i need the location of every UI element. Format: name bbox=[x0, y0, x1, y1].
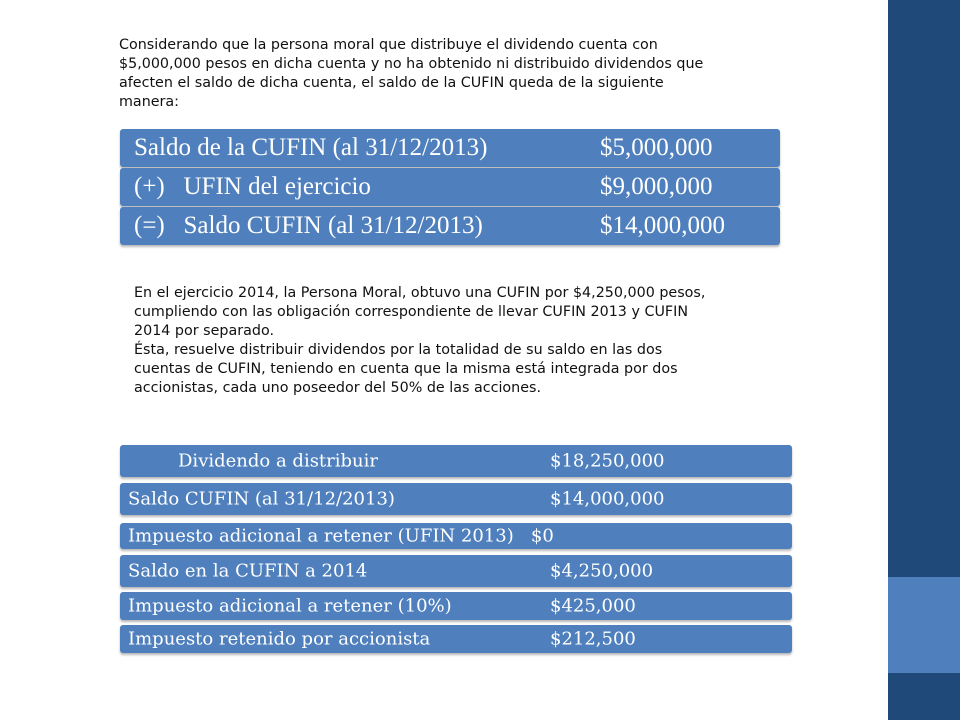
intro-line: manera: bbox=[119, 94, 180, 110]
ejercicio-2014-paragraph bbox=[134, 284, 705, 398]
dividend-row-impuesto-10 bbox=[120, 592, 792, 620]
paragraph-line: cuentas de CUFIN, teniendo en cuenta que la misma está integrada por dos bbox=[134, 361, 678, 377]
intro-line: Considerando que la persona moral que distribuye el dividendo cuenta con bbox=[119, 37, 658, 53]
cufin-row-value: $14,000,000 bbox=[600, 212, 725, 239]
intro-paragraph bbox=[119, 36, 703, 112]
cufin-row-saldo-inicial bbox=[120, 129, 780, 167]
intro-line: $5,000,000 pesos en dicha cuenta y no ha obtenido ni distribuido dividendos que bbox=[119, 56, 704, 72]
dividend-row-value: $4,250,000 bbox=[550, 560, 654, 582]
intro-line: afecten el saldo de dicha cuenta, el saldo de la CUFIN queda de la siguiente bbox=[119, 75, 664, 91]
dividend-row-label: Saldo CUFIN (al 31/12/2013) bbox=[128, 488, 395, 510]
dividend-row-label: Impuesto adicional a retener (UFIN 2013) $0 bbox=[128, 525, 554, 547]
dividend-row-dividendo bbox=[120, 445, 792, 477]
cufin-row-label: (=) Saldo CUFIN (al 31/12/2013) bbox=[134, 212, 483, 239]
cufin-row-ufin bbox=[120, 168, 780, 206]
dividend-row-saldo-2014 bbox=[120, 555, 792, 587]
dividend-row-value: $18,250,000 bbox=[550, 450, 665, 472]
dividend-row-label: Dividendo a distribuir bbox=[178, 450, 379, 472]
cufin-row-saldo-final bbox=[120, 207, 780, 245]
dividend-row-value: $212,500 bbox=[550, 628, 636, 650]
dividend-row-impuesto-accionista bbox=[120, 625, 792, 653]
dividend-row-value: $14,000,000 bbox=[550, 488, 665, 510]
dividend-row-label: Impuesto adicional a retener (10%) bbox=[128, 595, 452, 617]
paragraph-line: Ésta, resuelve distribuir dividendos por la totalidad de su saldo en las dos bbox=[134, 342, 663, 358]
cufin-row-value: $5,000,000 bbox=[600, 134, 713, 161]
paragraph-line: accionistas, cada uno poseedor del 50% de las acciones. bbox=[134, 380, 542, 396]
dividend-row-label: Saldo en la CUFIN a 2014 bbox=[128, 560, 368, 582]
cufin-row-label: Saldo de la CUFIN (al 31/12/2013) bbox=[134, 134, 488, 161]
paragraph-line: cumpliendo con las obligación correspondiente de llevar CUFIN 2013 y CUFIN bbox=[134, 304, 689, 320]
paragraph-line: En el ejercicio 2014, la Persona Moral, obtuvo una CUFIN por $4,250,000 pesos, bbox=[134, 285, 706, 301]
dividend-row-value: $425,000 bbox=[550, 595, 636, 617]
cufin-row-label: (+) UFIN del ejercicio bbox=[134, 173, 371, 200]
dividend-row-saldo-cufin bbox=[120, 483, 792, 515]
dividend-row-impuesto-ufin-2013 bbox=[120, 523, 792, 549]
sidebar-decoration-light bbox=[888, 577, 960, 673]
cufin-row-value: $9,000,000 bbox=[600, 173, 713, 200]
dividend-row-label: Impuesto retenido por accionista bbox=[128, 628, 431, 650]
paragraph-line: 2014 por separado. bbox=[134, 323, 275, 339]
